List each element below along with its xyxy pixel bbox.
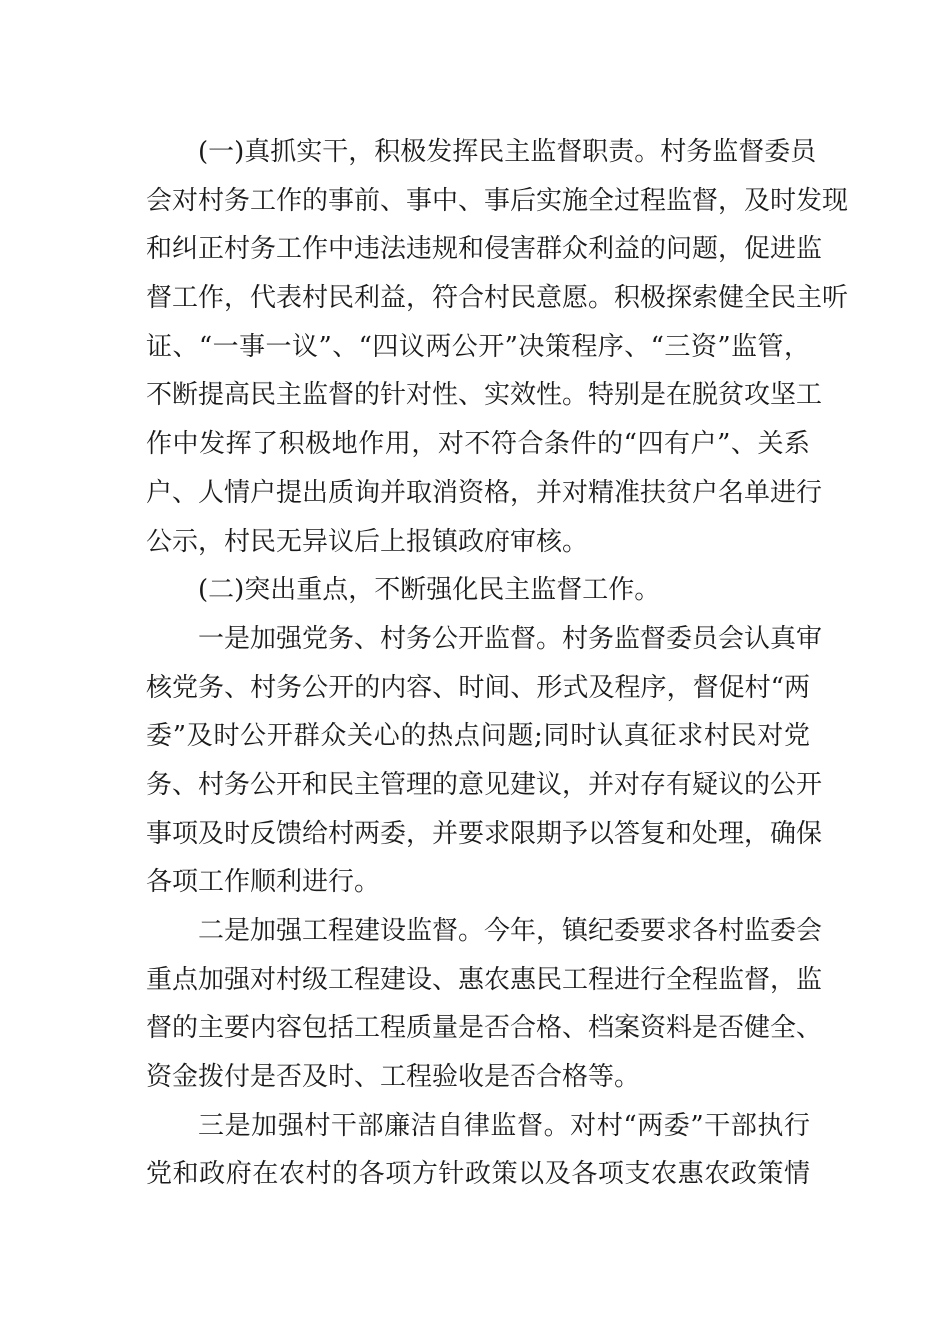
paragraph-3-line-3: 委”及时公开群众关心的热点问题;同时认真征求村民对党 (146, 721, 810, 752)
paragraph-4-line-2: 重点加强对村级工程建设、惠农惠民工程进行全程监督，监 (146, 964, 823, 995)
paragraph-1-line-7: 作中发挥了积极地作用，对不符合条件的“四有户”、关系 (146, 429, 810, 460)
paragraph-3-line-2: 核党务、村务公开的内容、时间、形式及程序，督促村“两 (146, 672, 810, 703)
paragraph-1-line-8: 户、人情户提出质询并取消资格，并对精准扶贫户名单进行 (146, 477, 823, 508)
paragraph-5-line-1: 三是加强村干部廉洁自律监督。对村“两委”干部执行 (198, 1110, 810, 1141)
paragraph-1-line-3: 和纠正村务工作中违法违规和侵害群众利益的问题，促进监 (146, 234, 823, 265)
paragraph-5-line-2: 党和政府在农村的各项方针政策以及各项支农惠农政策情 (146, 1159, 810, 1190)
paragraph-3-line-4: 务、村务公开和民主管理的意见建议，并对存有疑议的公开 (146, 769, 823, 800)
paragraph-1-line-6: 不断提高民主监督的针对性、实效性。特别是在脱贫攻坚工 (146, 380, 823, 411)
paragraph-3-line-1: 一是加强党务、村务公开监督。村务监督委员会认真审 (198, 623, 823, 654)
paragraph-3-line-5: 事项及时反馈给村两委，并要求限期予以答复和处理，确保 (146, 818, 823, 849)
paragraph-3-line-6: 各项工作顺利进行。 (146, 867, 381, 898)
paragraph-2-heading: (二)突出重点，不断强化民主监督工作。 (198, 575, 661, 606)
paragraph-4-line-4: 资金拨付是否及时、工程验收是否合格等。 (146, 1062, 641, 1093)
paragraph-1-line-5: 证、“一事一议”、“四议两公开”决策程序、“三资”监管， (146, 331, 810, 362)
paragraph-1-line-9: 公示，村民无异议后上报镇政府审核。 (146, 526, 589, 557)
document-body (146, 128, 849, 1199)
paragraph-1-line-4: 督工作，代表村民利益，符合村民意愿。积极探索健全民主听 (146, 283, 849, 314)
paragraph-1-line-1: (一)真抓实干，积极发挥民主监督职责。村务监督委员 (198, 137, 817, 167)
paragraph-1-line-2: 会对村务工作的事前、事中、事后实施全过程监督，及时发现 (146, 185, 849, 216)
paragraph-4-line-3: 督的主要内容包括工程质量是否合格、档案资料是否健全、 (146, 1013, 823, 1044)
paragraph-4-line-1: 二是加强工程建设监督。今年，镇纪委要求各村监委会 (198, 916, 823, 946)
